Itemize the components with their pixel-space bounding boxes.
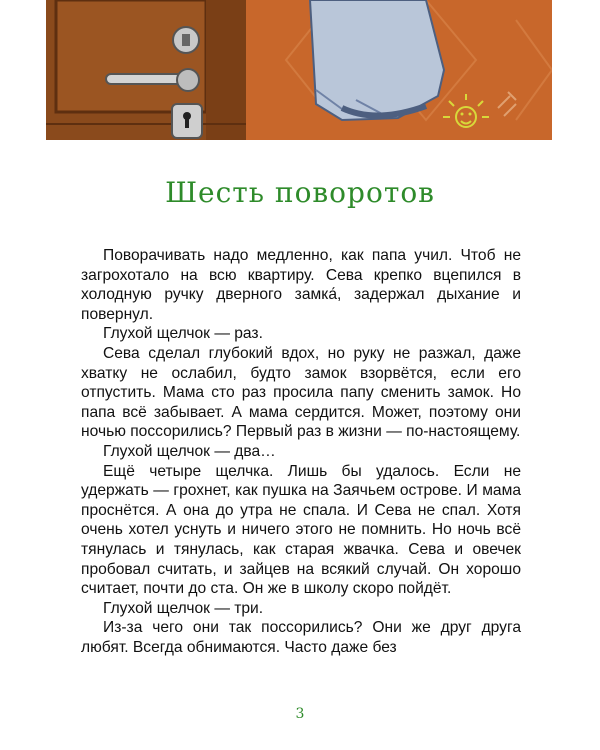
paragraph: Сева сделал глубокий вдох, но руку не разжал, даже хватку не ослабил, будто замок взорвётся, если его отпустить. Мама сто раз просила папу сменить замок. Но папа всё забывает. А мама сердится. Может, поэтому они ночью поссорились? Первый раз в жизни — по-настоящему. bbox=[81, 344, 521, 441]
illustration-art bbox=[46, 0, 552, 140]
paragraph: Поворачивать надо медленно, как папа учил. Чтоб не загрохотало на всю квартиру. Сева крепко вцепился в холодную ручку дверного замка́, задержал дыхание и повернул. bbox=[81, 247, 521, 323]
paragraph: Из-за чего они так поссорились? Они же друг друга любят. Всегда обнимаются. Часто даже без bbox=[81, 619, 521, 656]
chapter-title: Шесть поворотов bbox=[165, 176, 435, 209]
door-frame bbox=[206, 0, 246, 140]
paragraph: Ещё четыре щелчка. Лишь бы удалось. Если не удержать — грохнет, как пушка на Заячьем острове. И мама проснётся. А она до утра не спала. И Сева не спал. Хотя очень хотел уснуть и ничего этого не помнить. Но ночь всё тянулась и тянулась, как старая жвачка. Сева и овечек пробовал считать, и зайцев на всякий случай. Он хорошо считает, почти до ста. Он же в школу скоро пойдёт. bbox=[81, 462, 521, 598]
paragraph: Глухой щелчок — раз. bbox=[103, 325, 263, 343]
door-panel bbox=[56, 0, 206, 112]
header-illustration bbox=[46, 0, 552, 140]
blue-jacket bbox=[310, 0, 444, 120]
page-number: 3 bbox=[295, 706, 305, 722]
paragraph: Глухой щелчок — три. bbox=[103, 599, 264, 617]
chapter-body bbox=[81, 246, 521, 657]
paragraph: Глухой щелчок — два… bbox=[103, 442, 276, 460]
